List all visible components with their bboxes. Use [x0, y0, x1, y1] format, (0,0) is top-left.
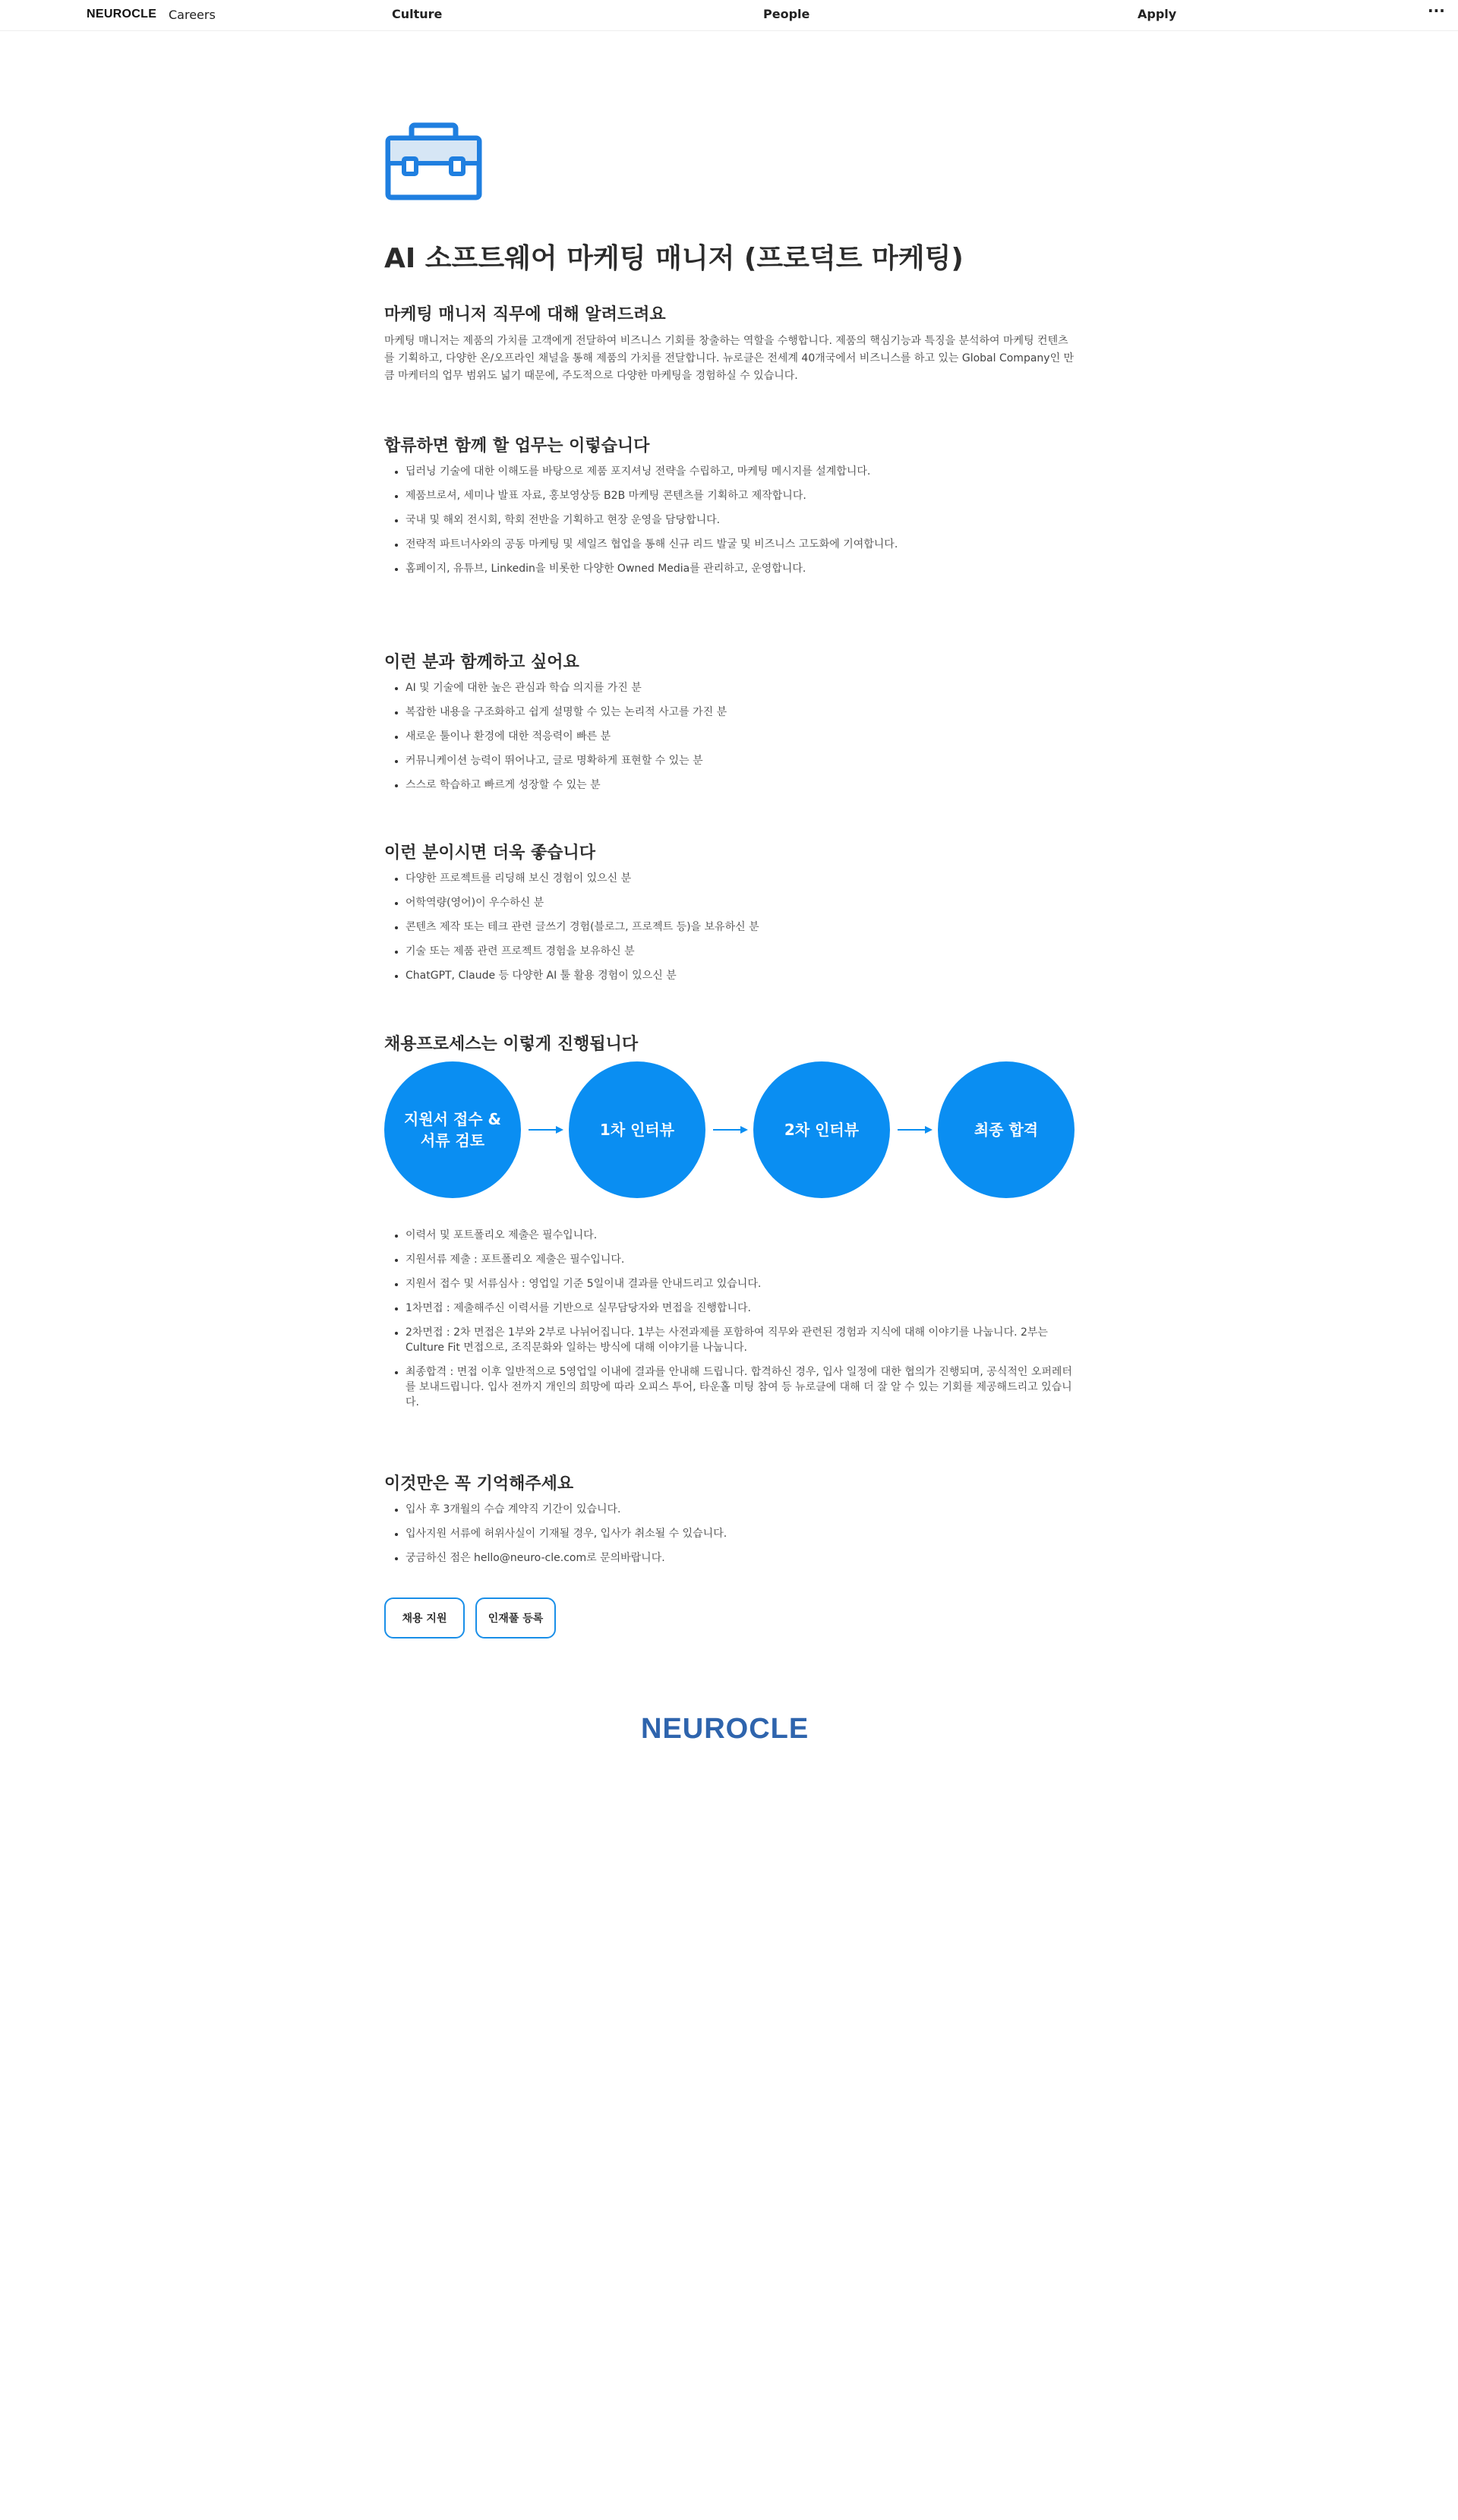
arrow-right-icon [713, 1125, 748, 1134]
list-item: • 딥러닝 기술에 대한 이해도를 바탕으로 제품 포지셔닝 전략을 수립하고, 마케팅 메시지를 설계합니다. [406, 464, 1075, 479]
top-nav [0, 0, 1458, 31]
list-item: • 홈페이지, 유튜브, Linkedin을 비롯한 다양한 Owned Media를 관리하고, 운영합니다. [406, 561, 1075, 576]
process-section [384, 1031, 1075, 1062]
arrow-right-icon [529, 1125, 563, 1134]
process-step: 2차 인터뷰 [753, 1061, 890, 1198]
more-menu-icon[interactable]: ··· [1428, 2, 1445, 20]
list-item: • 새로운 툴이나 환경에 대한 적응력이 빠른 분 [406, 729, 1075, 744]
section-heading: 이런 분이시면 더욱 좋습니다 [384, 844, 596, 863]
process-notes [384, 1228, 1075, 1419]
section-heading: 마케팅 매니저 직무에 대해 알려드려요 [384, 305, 666, 324]
apply-button[interactable]: 채용 지원 [384, 1597, 465, 1638]
list-item: • 최종합격 : 면접 이후 일반적으로 5영업일 이내에 결과를 안내해 드립니다. 합격하신 경우, 입사 일정에 대한 협의가 진행되며, 공식적인 오퍼레터를 보내드립니다. 입사 전까지 개인의 희망에 따라 오피스 투어, 타운홀 미팅 참여 등 뉴로클에 대해 더 잘 알 수 있는 기회를 제공해드리고 있습니다. [406, 1364, 1075, 1410]
list-item: • 다양한 프로젝트를 리딩해 보신 경험이 있으신 분 [406, 871, 1075, 886]
list-item: • 복잡한 내용을 구조화하고 쉽게 설명할 수 있는 논리적 사고를 가진 분 [406, 705, 1075, 720]
list-item: • 국내 및 해외 전시회, 학회 전반을 기획하고 현장 운영을 담당합니다. [406, 513, 1075, 528]
section-heading: 이것만은 꼭 기억해주세요 [384, 1474, 574, 1493]
list-item: • AI 및 기술에 대한 높은 관심과 학습 의지를 가진 분 [406, 680, 1075, 695]
list-item: • 전략적 파트너사와의 공동 마케팅 및 세일즈 협업을 통해 신규 리드 발굴 및 비즈니스 고도화에 기여합니다. [406, 537, 1075, 552]
process-step: 지원서 접수 & 서류 검토 [384, 1061, 521, 1198]
list-item: • 콘텐츠 제작 또는 테크 관련 글쓰기 경험(블로그, 프로젝트 등)을 보유하신 분 [406, 919, 1075, 935]
list-item: • 스스로 학습하고 빠르게 성장할 수 있는 분 [406, 777, 1075, 793]
nav-link-culture[interactable]: Culture [392, 7, 443, 21]
list-item: • 커뮤니케이션 능력이 뛰어나고, 글로 명확하게 표현할 수 있는 분 [406, 753, 1075, 768]
list-item: • 2차면접 : 2차 면접은 1부와 2부로 나뉘어집니다. 1부는 사전과제를 포함하여 직무와 관련된 경험과 지식에 대해 이야기를 나눕니다. 2부는 Culture Fit 면접으로, 조직문화와 일하는 방식에 대해 이야기를 나눕니다. [406, 1325, 1075, 1355]
list-item: • 기술 또는 제품 관련 프로젝트 경험을 보유하신 분 [406, 944, 1075, 959]
process-flow [384, 1061, 1075, 1200]
preferred-section [384, 840, 1075, 992]
process-step: 최종 합격 [938, 1061, 1075, 1198]
about-section [384, 301, 1075, 385]
wanted-section [384, 649, 1075, 802]
list-item: • 1차면접 : 제출해주신 이력서를 기반으로 실무담당자와 면접을 진행합니다. [406, 1301, 1075, 1316]
list-item: • 이력서 및 포트폴리오 제출은 필수입니다. [406, 1228, 1075, 1243]
list-item: • 궁금하신 점은 hello@neuro-cle.com로 문의바랍니다. [406, 1550, 1075, 1566]
about-body: 마케팅 매니저는 제품의 가치를 고객에게 전달하여 비즈니스 기회를 창출하는 역할을 수행합니다. 제품의 핵심기능과 특징을 분석하여 마케팅 컨텐츠를 기획하고, 다양한 온/오프라인 채널을 통해 제품의 가치를 전달합니다. 뉴로클은 전세계 40개국에서 비즈니스를 하고 있는 Global Company인 만큼 마케터의 업무 범위도 넓기 때문에, 주도적으로 다양한 마케팅을 경험하실 수 있습니다. [384, 335, 1075, 382]
list-item: • ChatGPT, Claude 등 다양한 AI 툴 활용 경험이 있으신 분 [406, 968, 1075, 983]
arrow-right-icon [898, 1125, 933, 1134]
duties-section [384, 433, 1075, 585]
list-item: • 지원서 접수 및 서류심사 : 영업일 기준 5일이내 결과를 안내드리고 있습니다. [406, 1276, 1075, 1292]
nav-link-apply[interactable]: Apply [1138, 7, 1177, 21]
page-title: AI 소프트웨어 마케팅 매니저 (프로덕트 마케팅) [384, 243, 964, 274]
remember-section [384, 1471, 1075, 1575]
list-item: • 입사지원 서류에 허위사실이 기재될 경우, 입사가 취소될 수 있습니다. [406, 1526, 1075, 1541]
section-heading: 채용프로세스는 이렇게 진행됩니다 [384, 1035, 639, 1054]
talent-pool-button[interactable]: 인재풀 등록 [475, 1597, 556, 1638]
nav-link-people[interactable]: People [763, 7, 810, 21]
briefcase-icon [384, 121, 483, 201]
footer-logo[interactable]: NEUROCLE [641, 1713, 809, 1745]
list-item: • 지원서류 제출 : 포트폴리오 제출은 필수입니다. [406, 1252, 1075, 1267]
careers-label[interactable]: Careers [169, 8, 216, 22]
list-item: • 어학역량(영어)이 우수하신 분 [406, 895, 1075, 910]
process-step: 1차 인터뷰 [569, 1061, 705, 1198]
section-heading: 합류하면 함께 할 업무는 이렇습니다 [384, 437, 650, 456]
brand-logo[interactable]: NEUROCLE [87, 8, 157, 21]
section-heading: 이런 분과 함께하고 싶어요 [384, 653, 579, 672]
list-item: • 제품브로셔, 세미나 발표 자료, 홍보영상등 B2B 마케팅 콘텐츠를 기획하고 제작합니다. [406, 488, 1075, 503]
list-item: • 입사 후 3개월의 수습 계약직 기간이 있습니다. [406, 1502, 1075, 1517]
